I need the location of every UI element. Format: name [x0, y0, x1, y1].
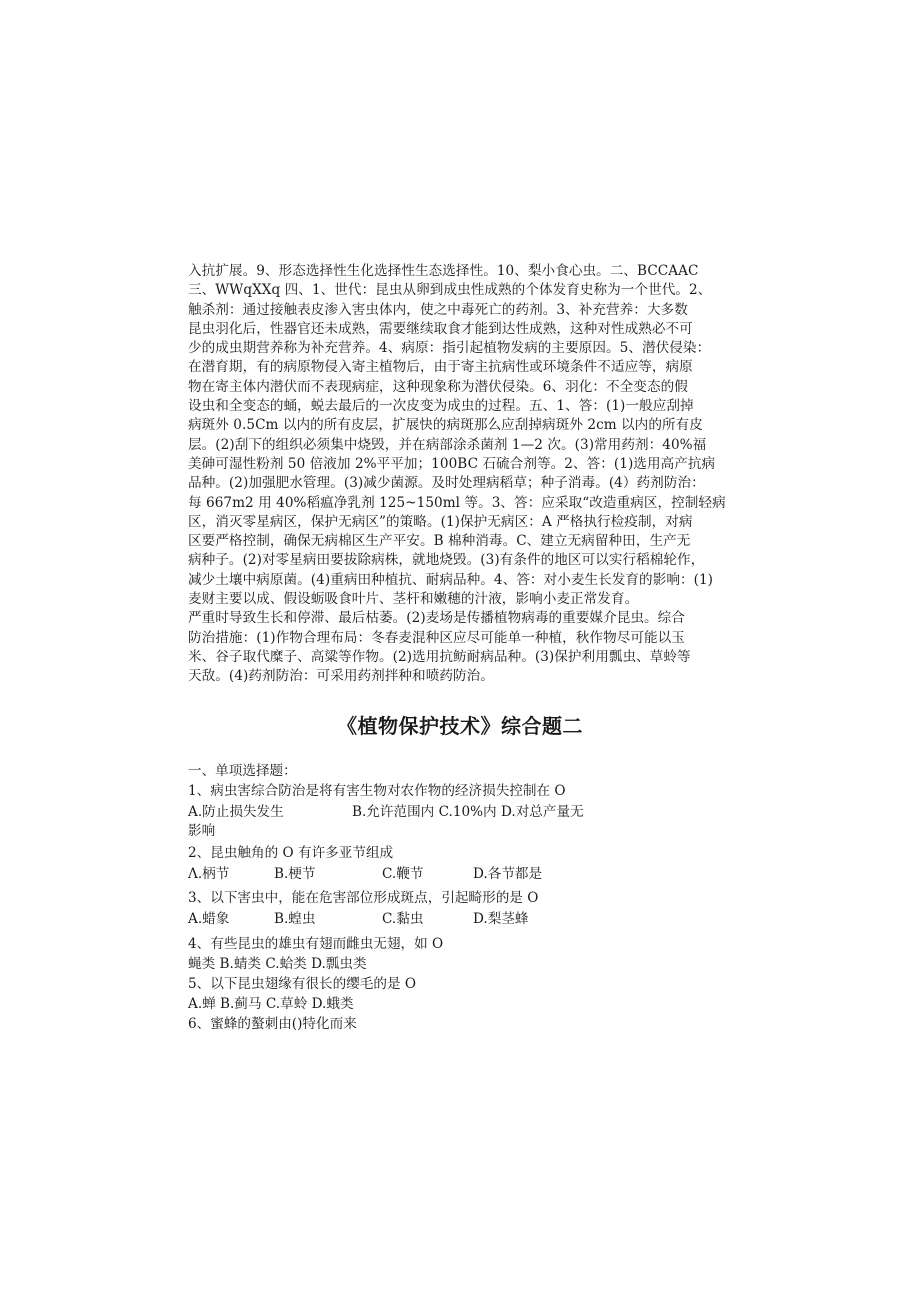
question-1-option-a: A.防止损失发生 [188, 804, 284, 820]
answer-line: 麦财主要以成、假设蛎吸食叶片、茎杆和嫩穗的汁液，影响小麦正常发育。 [188, 591, 639, 608]
question-6-stem: 6、蜜蜂的螯刺由()特化而来 [188, 1016, 357, 1032]
answer-line: 品种。(2)加强肥水管理。(3)减少菌源。及时处理病稻草；种子消毒。(4）药剂防治： [188, 475, 705, 492]
answer-line: 美砷可湿性粉剂 50 倍液加 2%平平加；100BC 石硫合剂等。2、答：(1)选用高产抗病 [188, 455, 716, 472]
answer-line: 减少土壤中病原菌。(4)重病田种植抗、耐病品种。4、答：对小麦生长发育的影响：(1) [188, 571, 714, 588]
answer-line: 物在寄主体内潜伏而不表现病症，这种现象称为潜伏侵染。6、羽化：不全变态的假 [188, 378, 688, 395]
question-5-stem: 5、以下昆虫翅缘有很长的缨毛的是 O [188, 976, 417, 992]
question-2-option-b: B.梗节 [274, 866, 316, 882]
answer-line: 触杀剂：通过接触表皮渗入害虫体内，使之中毒死亡的药剂。3、补充营养：大多数 [188, 301, 688, 318]
document-title: 《植物保护技术》综合题二 [337, 714, 583, 738]
answer-line: 区，消灭零星病区，保护无病区”的策略。(1)保护无病区：A 严格执行检疫制，对病 [188, 513, 693, 530]
question-1-stem: 1、病虫害综合防治是将有害生物对农作物的经济损失控制在 O [188, 783, 566, 799]
answer-line: 病种子。(2)对零星病田要拔除病株，就地烧毁。(3)有条件的地区可以实行稻棉轮作， [188, 552, 705, 569]
question-2-option-a: Λ.柄节 [188, 866, 230, 882]
question-3-option-b: B.蝗虫 [274, 911, 316, 927]
answer-line: 严重时导致生长和停滞、最后枯萎。(2)麦场是传播植物病毒的重要媒介昆虫。综合 [188, 610, 685, 627]
answer-line: 层。(2)刮下的组织必须集中烧毁，并在病部涂杀菌剂 1—2 次。(3)常用药剂：40%福 [188, 436, 707, 453]
answer-line: 昆虫羽化后，性器官还未成熟，需要继续取食才能到达性成熟，这种对性成熟必不可 [188, 320, 693, 337]
question-3-option-a: A.蜡象 [188, 911, 230, 927]
answer-line: 三、WWqXXq 四、1、世代：昆虫从卵到成虫性成熟的个体发育史称为一个世代。2、 [188, 282, 712, 299]
answer-line: 设虫和全变态的蛹，蜕去最后的一次皮变为成虫的过程。五、1、答：(1)一般应刮掉 [188, 398, 694, 415]
question-5-options: A.蝉 B.蓟马 C.草蛉 D.蛾类 [188, 996, 354, 1012]
question-3-option-c: C.黏虫 [382, 911, 424, 927]
answer-line: 防治措施：(1)作物合理布局：冬春麦混种区应尽可能单一种植，秋作物尽可能以玉 [188, 629, 685, 646]
section-heading: 一、单项选择题： [188, 763, 297, 779]
answer-line: 区要严格控制，确保无病棉区生产平安。B 棉种消毒。C、建立无病留种田，生产无 [188, 533, 691, 550]
question-4-stem: 4、有些昆虫的雄虫有翅而雌虫无翅，如 O [188, 936, 444, 952]
question-3-option-d: D.梨茎蜂 [473, 911, 529, 927]
answer-line: 米、谷子取代糜子、高粱等作物。(2)选用抗鲂耐病品种。(3)保护利用瓢虫、草蛉等 [188, 648, 691, 665]
question-1-continuation: 影响 [188, 823, 216, 839]
answer-line: 在潜育期，有的病原物侵入寄主植物后，由于寄主抗病性或环境条件不适应等，病原 [188, 359, 693, 376]
answer-key-paragraph [188, 262, 736, 687]
answer-line: 少的成虫期营养称为补充营养。4、病原：指引起植物发病的主要原因。5、潜伏侵染： [188, 340, 711, 357]
question-1-options-bcd: B.允许范围内 C.10%内 D.对总产量无 [352, 804, 584, 820]
question-2-option-d: D.各节都是 [473, 866, 543, 882]
question-2-stem: 2、昆虫触角的 O 有许多亚节组成 [188, 845, 394, 861]
answer-line: 入抗扩展。9、形态选择性生化选择性生态选择性。10、梨小食心虫。二、BCCAAC [188, 263, 699, 279]
answer-line: 天敌。(4)药剂防治：可采用药剂拌种和喷药防治。 [188, 668, 494, 685]
answer-line: 病斑外 0.5Cm 以内的所有皮层，扩展快的病斑那么应刮掉病斑外 2cm 以内的所有皮 [188, 417, 703, 434]
answer-line: 每 667m2 用 40%稻瘟净乳剂 125~150ml 等。3、答：应采取“改造重病区，控制轻病 [188, 494, 726, 511]
question-2-option-c: C.鞭节 [382, 866, 424, 882]
question-4-options: 蝇类 B.蜻类 C.蛤类 D.瓢虫类 [188, 956, 367, 972]
question-3-stem: 3、以下害虫中，能在危害部位形成斑点，引起畸形的是 O [188, 890, 539, 906]
